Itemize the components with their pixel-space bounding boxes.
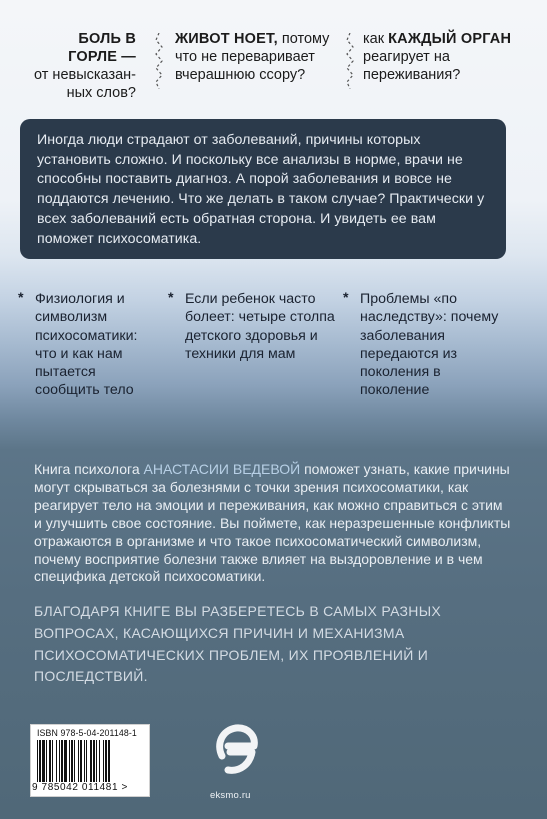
intro-box [20, 119, 506, 259]
teaser-every-organ [363, 30, 513, 84]
teaser-sore-throat-rest: от невысказан-ных слов? [34, 67, 136, 101]
bullet-physiology [18, 290, 158, 400]
teaser-every-organ-rest: реагирует на переживания? [363, 49, 461, 83]
book-description [34, 461, 514, 586]
bullet-heredity-text: Проблемы «по наследству»: почему заболевания передаются из поколения в поколение [360, 291, 499, 399]
teaser-stomach-bold: ЖИВОТ НОЕТ, [175, 31, 278, 47]
bullet-asterisk: * [168, 290, 174, 306]
bullet-asterisk: * [18, 290, 24, 306]
isbn-barcode [30, 724, 150, 797]
bullet-heredity [343, 290, 513, 400]
eksmo-logo-icon [212, 722, 258, 778]
teaser-sore-throat-bold: БОЛЬ В ГОРЛЕ — [68, 31, 136, 65]
barcode-digits: 9 785042 011481 > [32, 782, 128, 793]
intro-text: Иногда люди страдают от заболеваний, причины которых установить сложно. И поскольку все анализы в норме, врачи не способны поставить диагноз. А порой заболевания и вовсе не поддаются лечению. Что же делать в таком случае? Практически у всех заболеваний есть обратная сторона. И увидеть ее вам поможет психосоматика. [37, 132, 485, 247]
bullet-child [168, 290, 338, 363]
bullet-child-text: Если ребенок часто болеет: четыре столпа детского здоровья и техники для мам [185, 291, 335, 362]
teaser-every-organ-pre: как [363, 31, 389, 47]
author-name: АНАСТАСИИ ВЕДЕВОЙ [143, 461, 301, 477]
teaser-every-organ-bold: КАЖДЫЙ ОРГАН [388, 31, 512, 47]
bullet-asterisk: * [343, 290, 349, 306]
barcode-bars [37, 740, 143, 782]
publisher-site: eksmo.ru [210, 790, 251, 801]
dashed-separator-2 [346, 33, 354, 89]
dashed-separator-1 [155, 33, 163, 89]
teaser-stomach-rest: потому что не переваривает вчерашнюю ссору? [175, 31, 330, 83]
teaser-sore-throat [26, 30, 136, 102]
teaser-stomach [175, 30, 335, 84]
book-summary: БЛАГОДАРЯ КНИГЕ ВЫ РАЗБЕРЕТЕСЬ В САМЫХ РАЗНЫХ ВОПРОСАХ, КАСАЮЩИХСЯ ПРИЧИН И МЕХАНИЗМА ПСИХОСОМАТИЧЕСКИХ ПРОБЛЕМ, ИХ ПРОЯВЛЕНИЙ И ПОСЛЕДСТВИЙ. [34, 603, 442, 685]
description-after: поможет узнать, какие причины могут скрываться за болезнями с точки зрения психосоматики, как реагирует тело на эмоции и переживания, как можно справиться с этим и улучшить свое состояние. Вы поймете, как неразрешенные конфликты отражаются в организме и что такое психосоматический символизм, почему восприятие болезни также влияет на выздоровление и в чем специфика детской психосоматики. [34, 461, 511, 585]
description-before: Книга психолога [34, 461, 144, 477]
isbn-number: ISBN 978-5-04-201148-1 [37, 728, 137, 738]
bullet-physiology-text: Физиология и символизм психосоматики: что и как нам пытается сообщить тело [35, 291, 138, 399]
